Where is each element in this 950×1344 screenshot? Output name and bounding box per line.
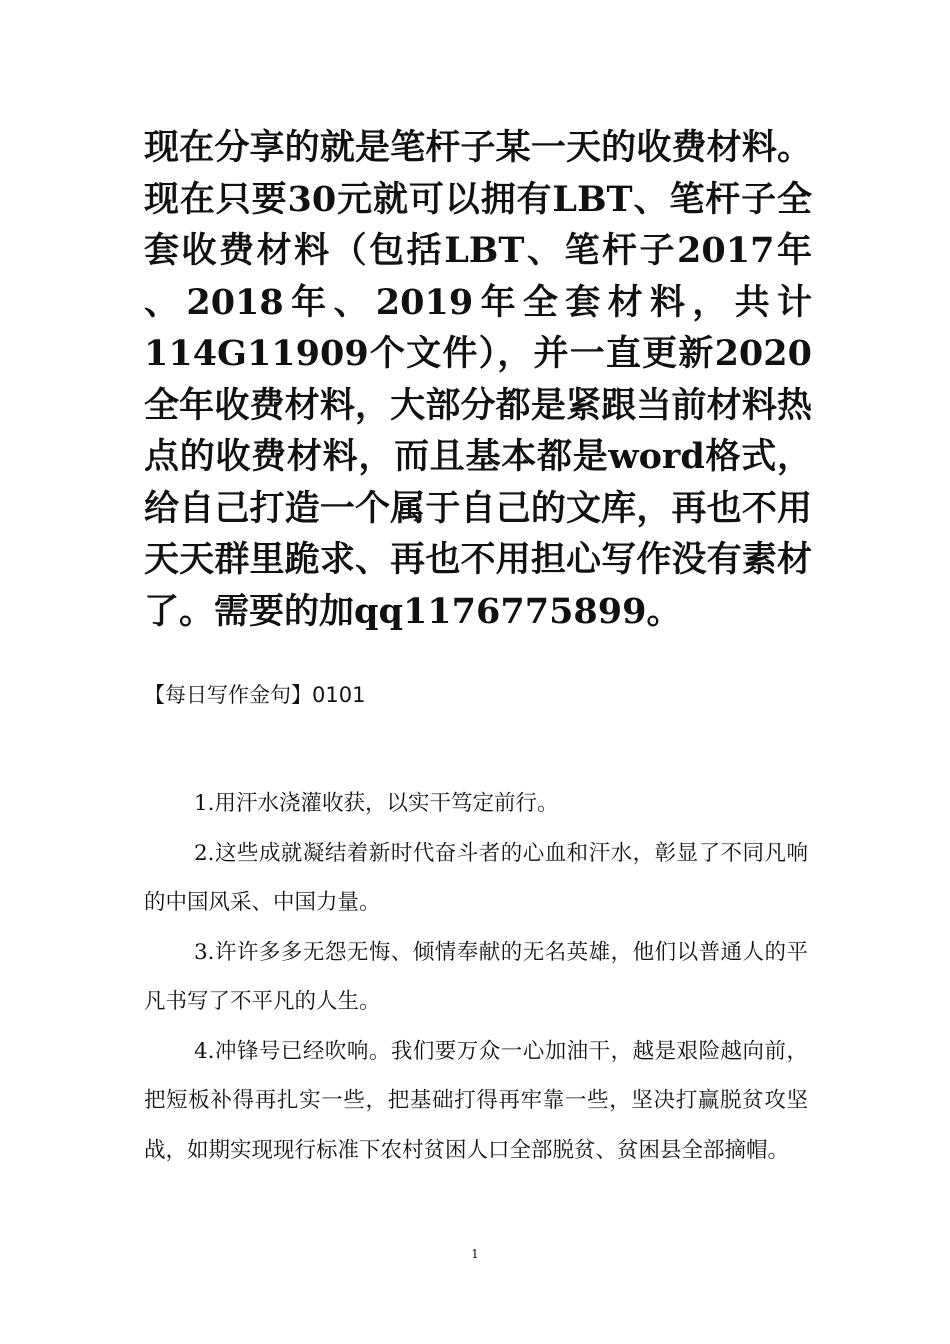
quote-paragraph-2: 2.这些成就凝结着新时代奋斗者的心血和汗水，彰显了不同凡响的中国风采、中国力量。 [144, 840, 808, 915]
quote-paragraph-3: 3.许许多多无怨无悔、倾情奉献的无名英雄，他们以普通人的平凡书写了不平凡的人生。 [144, 939, 808, 1014]
quotes-body [144, 779, 808, 1175]
promo-paragraph: 现在分享的就是笔杆子某一天的收费材料。现在只要30元就可以拥有LBT、笔杆子全套收费材料（包括LBT、笔杆子2017年 、2018年、2019年全套材料，共计114G11909个文件），并一直更新2020全年收费材料，大部分都是紧跟当前材料热点的收费材料，而且基本都是word格式，给自己打造一个属于自己的文库，再也不用天天群里跪求、再也不用担心写作没有素材了。需要的加qq1176775899。 [144, 127, 812, 632]
quote-paragraph-4: 4.冲锋号已经吹响。我们要万众一心加油干，越是艰险越向前，把短板补得再扎实一些，把基础打得再牢靠一些，坚决打赢脱贫攻坚战，如期实现现行标准下农村贫困人口全部脱贫、贫困县全部摘帽。 [144, 1038, 808, 1163]
quote-paragraph-1: 1.用汗水浇灌收获，以实干笃定前行。 [194, 791, 559, 816]
section-heading: 【每日写作金句】0101 [144, 683, 366, 707]
page-number: 1 [471, 1247, 479, 1261]
